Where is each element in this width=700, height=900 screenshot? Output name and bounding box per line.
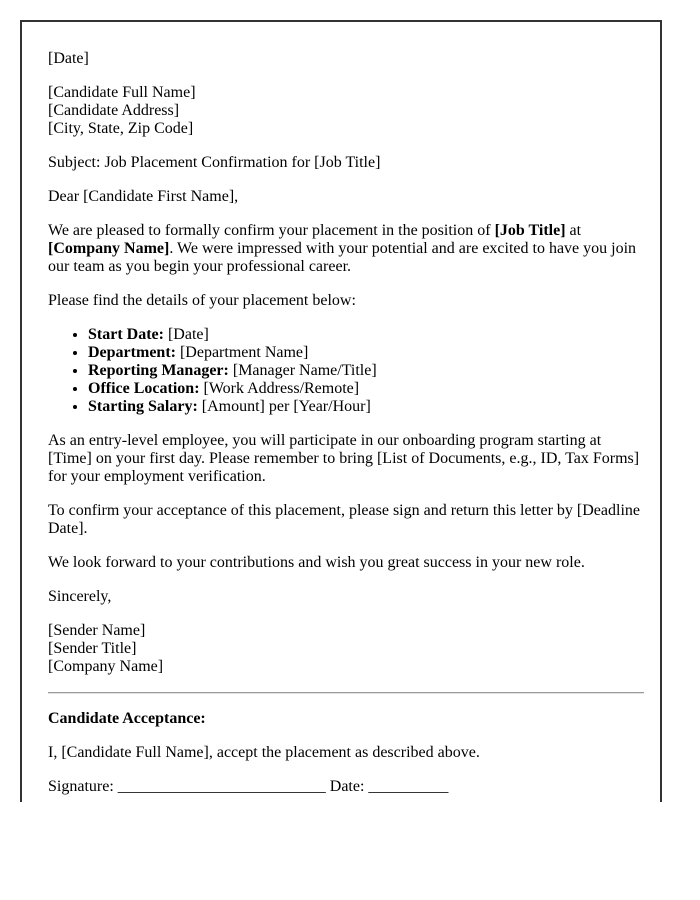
detail-value: [Work Address/Remote]: [199, 380, 360, 397]
intro-segment: . We were impressed with your potential and are excited to have you join our team as you begin your professional career.: [48, 240, 637, 275]
detail-office-location: [88, 380, 644, 398]
date-line: [Date]: [48, 50, 89, 67]
placement-details-list: [48, 326, 644, 416]
letter-page: [20, 20, 662, 802]
detail-start-date: [88, 326, 644, 344]
detail-starting-salary: [88, 398, 644, 416]
sender-name: [Sender Name]: [48, 622, 146, 639]
acceptance-statement: I, [Candidate Full Name], accept the placement as described above.: [48, 744, 480, 761]
closing-salutation: Sincerely,: [48, 588, 112, 605]
detail-label: Department:: [88, 344, 176, 361]
detail-label: Starting Salary:: [88, 398, 198, 415]
onboarding-paragraph: As an entry-level employee, you will participate in our onboarding program starting at [Time] on your first day. Please remember to bring [List of Documents, e.g., ID, Tax Forms] for your employment verification.: [48, 432, 640, 485]
sender-title: [Sender Title]: [48, 640, 137, 657]
detail-label: Reporting Manager:: [88, 362, 229, 379]
subject-line: Subject: Job Placement Confirmation for [Job Title]: [48, 154, 381, 171]
detail-value: [Date]: [163, 326, 209, 343]
section-divider: [48, 692, 644, 694]
detail-value: [Manager Name/Title]: [228, 362, 377, 379]
intro-paragraph: [48, 222, 644, 276]
closing-paragraph: We look forward to your contributions and wish you great success in your new role.: [48, 554, 585, 571]
recipient-city-state-zip: [City, State, Zip Code]: [48, 120, 194, 137]
company-name-placeholder: [Company Name]: [48, 240, 170, 257]
detail-value: [Amount] per [Year/Hour]: [197, 398, 371, 415]
sender-company: [Company Name]: [48, 658, 164, 675]
recipient-address: [Candidate Address]: [48, 102, 180, 119]
intro-segment: at: [565, 222, 582, 239]
detail-label: Start Date:: [88, 326, 164, 343]
job-title-placeholder: [Job Title]: [494, 222, 566, 239]
signature-line: Signature: __________________________ Date: __________: [48, 778, 449, 795]
details-intro: Please find the details of your placement below:: [48, 292, 356, 309]
detail-label: Office Location:: [88, 380, 200, 397]
recipient-name: [Candidate Full Name]: [48, 84, 196, 101]
detail-value: [Department Name]: [175, 344, 309, 361]
salutation: Dear [Candidate First Name],: [48, 188, 239, 205]
detail-department: [88, 344, 644, 362]
intro-segment: We are pleased to formally confirm your placement in the position of: [48, 222, 495, 239]
confirmation-paragraph: To confirm your acceptance of this placement, please sign and return this letter by [Deadline Date].: [48, 502, 640, 537]
acceptance-heading: Candidate Acceptance:: [48, 710, 206, 727]
detail-reporting-manager: [88, 362, 644, 380]
